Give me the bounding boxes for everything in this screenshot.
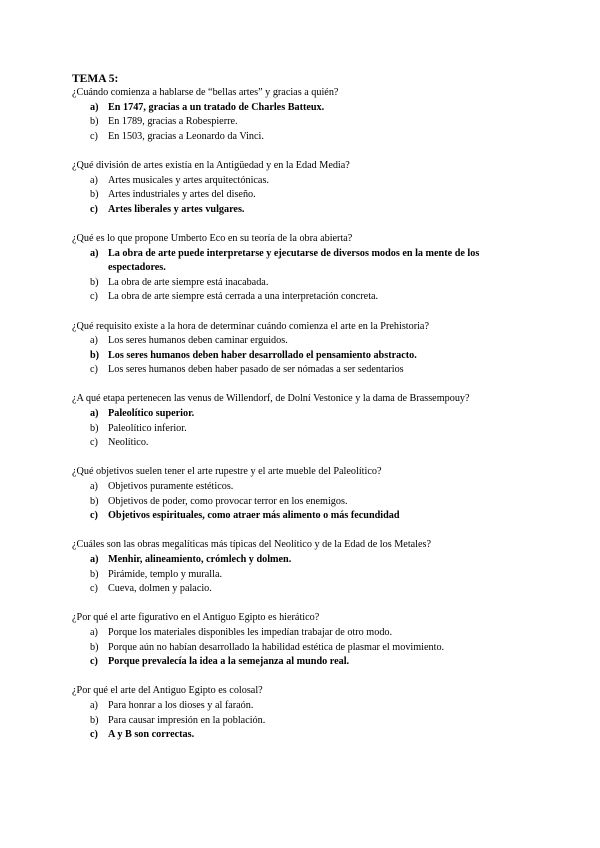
option-marker: b) xyxy=(90,189,99,201)
option-list xyxy=(72,480,528,524)
option-b-correct xyxy=(72,349,528,364)
question-text: ¿A qué etapa pertenecen las venus de Willendorf, de Dolní Vestonice y la dama de Brassempouy? xyxy=(72,393,470,405)
option-list xyxy=(72,174,528,218)
question-text: ¿Cuáles son las obras megalíticas más típicas del Neolítico y de la Edad de los Metales? xyxy=(72,539,432,551)
option-text: Cueva, dolmen y palacio. xyxy=(108,583,212,595)
option-marker: b) xyxy=(90,116,99,128)
option-list xyxy=(72,247,528,305)
option-marker: a) xyxy=(90,481,98,493)
option-text: La obra de arte siempre está inacabada. xyxy=(108,276,269,288)
option-c xyxy=(72,363,528,378)
option-b xyxy=(72,641,528,656)
option-b xyxy=(72,422,528,437)
option-text: Los seres humanos deben haber pasado de ser nómadas a ser sedentarios xyxy=(108,364,404,376)
option-marker: c) xyxy=(90,130,98,142)
option-text: En 1503, gracias a Leonardo da Vinci. xyxy=(108,130,264,142)
option-text: Paleolítico superior. xyxy=(108,408,195,420)
option-marker: b) xyxy=(90,641,99,653)
option-marker: a) xyxy=(90,335,98,347)
option-text: Neolítico. xyxy=(108,437,149,449)
question-block xyxy=(72,611,528,669)
option-text: Menhir, alineamiento, crómlech y dolmen. xyxy=(108,554,292,565)
option-marker: b) xyxy=(90,422,99,434)
question-text: ¿Cuándo comienza a hablarse de “bellas artes” y gracias a quién? xyxy=(72,87,339,98)
option-marker: b) xyxy=(90,276,99,288)
option-text: Artes liberales y artes vulgares. xyxy=(108,203,245,215)
question-text: ¿Por qué el arte figurativo en el Antiguo Egipto es hierático? xyxy=(72,612,320,624)
question-block xyxy=(72,538,528,596)
option-text: Porque los materiales disponibles les impedían trabajar de otro modo. xyxy=(108,626,393,638)
option-text: Porque aún no habían desarrollado la habilidad estética de plasmar el movimiento. xyxy=(108,641,445,653)
option-text: Los seres humanos deben haber desarrollado el pensamiento abstracto. xyxy=(108,349,417,361)
option-marker: b) xyxy=(90,568,99,580)
option-c xyxy=(72,582,528,597)
option-text: Pirámide, templo y muralla. xyxy=(108,568,223,580)
option-list xyxy=(72,407,528,451)
option-text: Para honrar a los dioses y al faraón. xyxy=(108,699,254,711)
option-b xyxy=(72,188,528,203)
question-text: ¿Qué requisito existe a la hora de determinar cuándo comienza el arte en la Prehistoria? xyxy=(72,320,429,332)
option-a-correct xyxy=(72,553,528,568)
option-c-correct xyxy=(72,509,528,524)
option-marker: b) xyxy=(90,495,99,507)
option-a-correct xyxy=(72,407,528,422)
option-marker: c) xyxy=(90,364,98,376)
option-text: Objetivos espirituales, como atraer más alimento o más fecundidad xyxy=(108,510,400,522)
option-marker: c) xyxy=(90,656,98,668)
option-b xyxy=(72,714,528,729)
option-text: A y B son correctas. xyxy=(108,729,195,741)
option-a-correct xyxy=(72,247,528,276)
option-a xyxy=(72,334,528,349)
page-title: TEMA 5: xyxy=(72,73,119,85)
option-text: Paleolítico inferior. xyxy=(108,422,187,434)
question-block xyxy=(72,159,528,217)
option-marker: a) xyxy=(90,554,99,565)
question-block xyxy=(72,465,528,523)
document-page xyxy=(72,72,528,743)
option-list xyxy=(72,334,528,378)
option-b xyxy=(72,115,528,130)
option-b xyxy=(72,568,528,583)
option-marker: a) xyxy=(90,101,99,113)
option-marker: c) xyxy=(90,510,98,522)
option-text: En 1747, gracias a un tratado de Charles Batteux. xyxy=(108,101,325,113)
option-c-correct xyxy=(72,655,528,670)
option-text: Porque prevalecía la idea a la semejanza al mundo real. xyxy=(108,656,350,668)
option-marker: a) xyxy=(90,174,98,186)
question-text: ¿Qué división de artes existía en la Antigüedad y en la Edad Media? xyxy=(72,159,350,171)
option-marker: a) xyxy=(90,247,99,259)
option-list xyxy=(72,101,528,145)
option-c xyxy=(72,436,528,451)
question-text: ¿Qué objetivos suelen tener el arte rupestre y el arte mueble del Paleolítico? xyxy=(72,466,382,478)
option-c-correct xyxy=(72,203,528,218)
question-text: ¿Por qué el arte del Antiguo Egipto es colosal? xyxy=(72,685,263,697)
option-marker: b) xyxy=(90,349,100,361)
option-a xyxy=(72,480,528,495)
option-a xyxy=(72,174,528,189)
option-b xyxy=(72,276,528,291)
question-block xyxy=(72,684,528,742)
option-text: En 1789, gracias a Robespierre. xyxy=(108,116,238,128)
option-text: Objetivos de poder, como provocar terror en los enemigos. xyxy=(108,495,348,507)
option-marker: c) xyxy=(90,583,98,595)
option-list xyxy=(72,553,528,597)
option-b xyxy=(72,495,528,510)
option-marker: c) xyxy=(90,437,98,449)
option-marker: a) xyxy=(90,408,99,420)
option-a-correct xyxy=(72,101,528,116)
option-text: Los seres humanos deben caminar erguidos. xyxy=(108,335,288,347)
option-c xyxy=(72,290,528,305)
option-a xyxy=(72,626,528,641)
option-text: La obra de arte puede interpretarse y ejecutarse de diversos modos en la mente de los espectadores. xyxy=(108,247,480,274)
option-text: Artes musicales y artes arquitectónicas. xyxy=(108,174,269,186)
question-text: ¿Qué es lo que propone Umberto Eco en su teoría de la obra abierta? xyxy=(72,232,353,244)
option-list xyxy=(72,699,528,743)
option-a xyxy=(72,699,528,714)
option-c xyxy=(72,130,528,145)
option-text: Artes industriales y artes del diseño. xyxy=(108,189,256,201)
option-text: Para causar impresión en la población. xyxy=(108,714,266,726)
option-list xyxy=(72,626,528,670)
option-text: Objetivos puramente estéticos. xyxy=(108,481,234,493)
question-block xyxy=(72,232,528,305)
option-marker: c) xyxy=(90,291,98,303)
option-marker: c) xyxy=(90,203,98,215)
option-c-correct xyxy=(72,728,528,743)
question-block xyxy=(72,320,528,378)
option-marker: a) xyxy=(90,626,98,638)
question-block xyxy=(72,86,528,144)
question-block xyxy=(72,392,528,450)
option-marker: a) xyxy=(90,699,98,711)
option-text: La obra de arte siempre está cerrada a una interpretación concreta. xyxy=(108,291,379,303)
option-marker: c) xyxy=(90,729,98,741)
option-marker: b) xyxy=(90,714,99,726)
